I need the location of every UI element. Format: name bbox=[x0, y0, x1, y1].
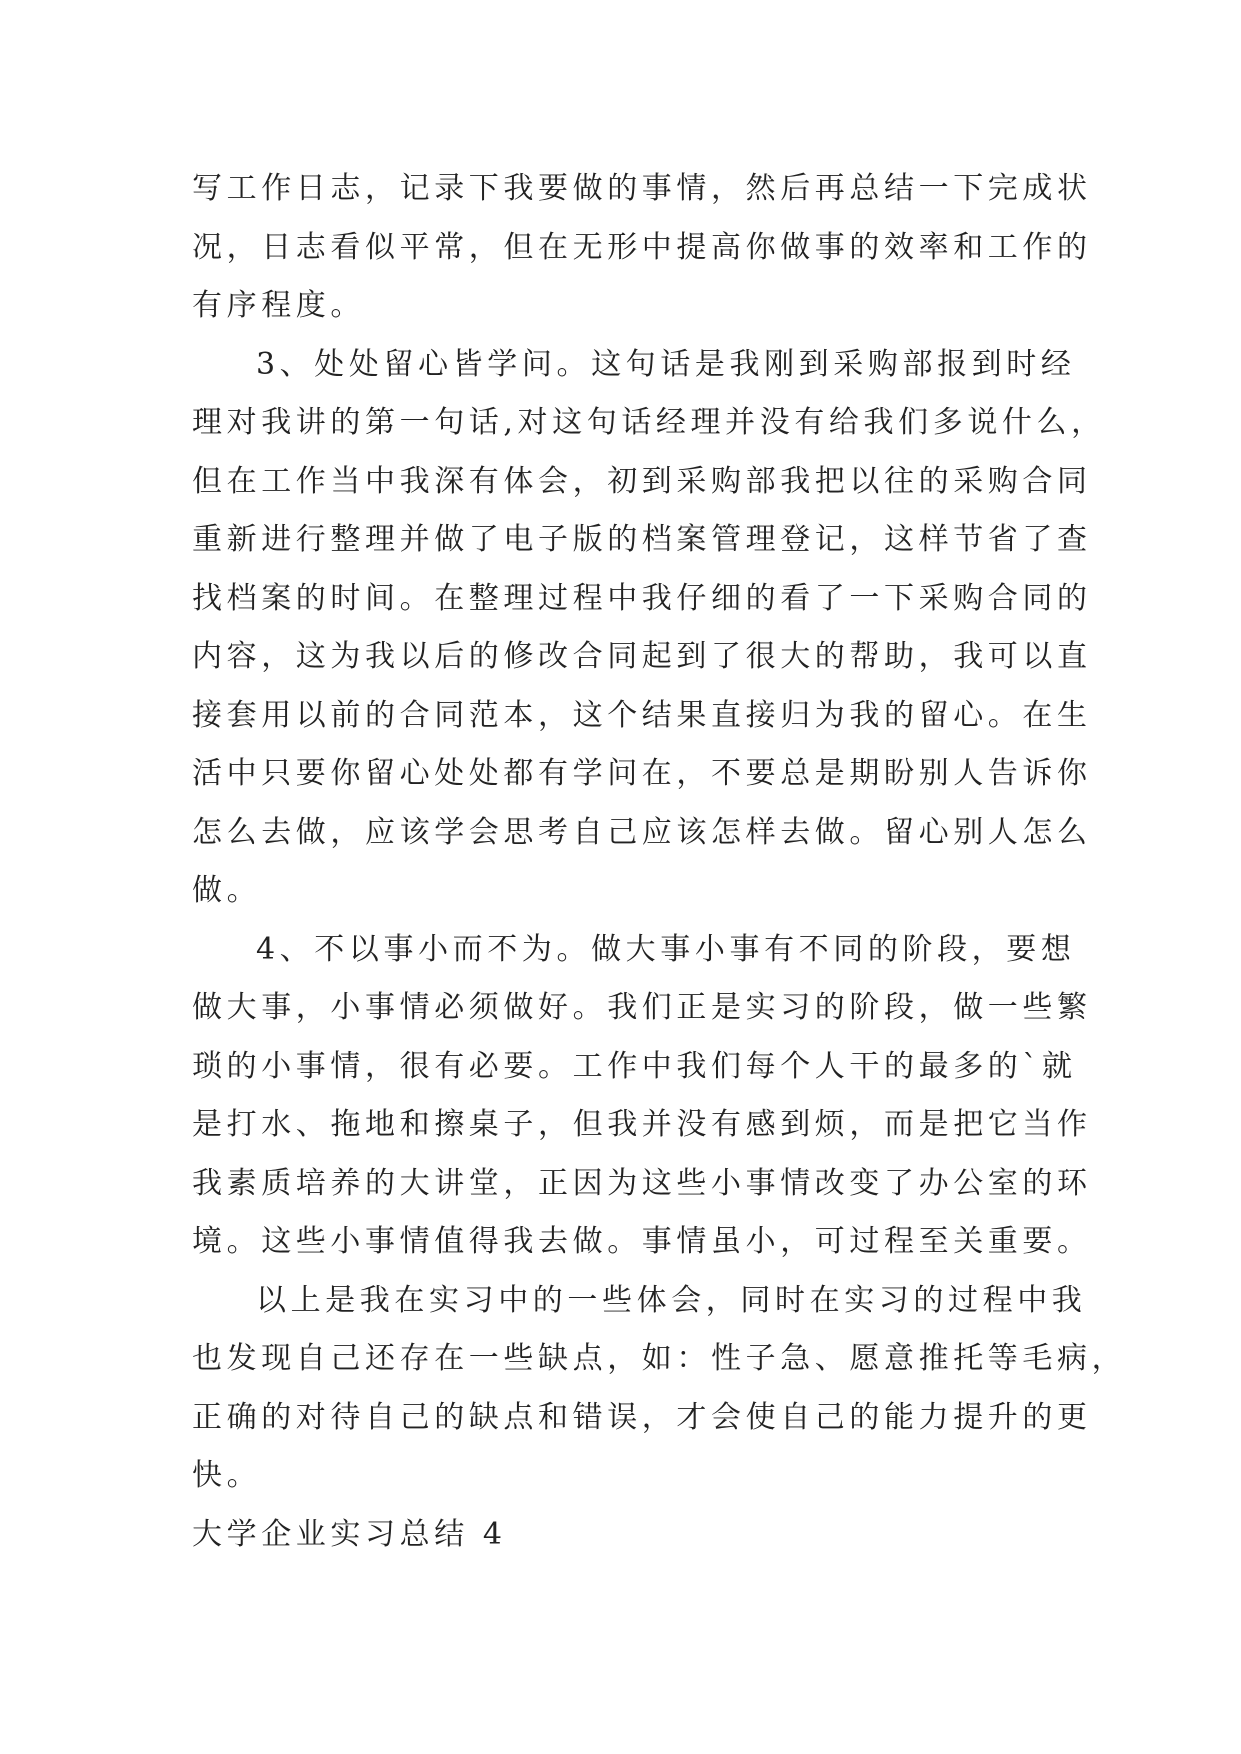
text-line-first: 3、处处留心皆学问。这句话是我刚到采购部报到时经 bbox=[256, 346, 1076, 382]
text-line: 琐的小事情，很有必要。工作中我们每个人干的最多的`就 bbox=[192, 1048, 1077, 1084]
text-line: 正确的对待自己的缺点和错误，才会使自己的能力提升的更 bbox=[192, 1399, 1092, 1435]
text-line: 做。 bbox=[192, 873, 262, 908]
text-line: 是打水、拖地和擦桌子，但我并没有感到烦，而是把它当作 bbox=[192, 1107, 1092, 1142]
text-line: 我素质培养的大讲堂，正因为这些小事情改变了办公室的环 bbox=[192, 1165, 1092, 1201]
paragraph-point-4 bbox=[192, 921, 1092, 1272]
paragraph-point-3 bbox=[192, 336, 1106, 921]
text-line: 也发现自己还存在一些缺点，如：性子急、愿意推托等毛病， bbox=[192, 1341, 1127, 1376]
text-line: 找档案的时间。在整理过程中我仔细的看了一下采购合同的 bbox=[192, 580, 1092, 616]
paragraph-summary bbox=[192, 1272, 1127, 1506]
text-line: 做大事，小事情必须做好。我们正是实习的阶段，做一些繁 bbox=[192, 990, 1092, 1025]
text-line: 理对我讲的第一句话,对这句话经理并没有给我们多说什么， bbox=[192, 405, 1106, 440]
text-line: 写工作日志，记录下我要做的事情，然后再总结一下完成状 bbox=[192, 171, 1092, 206]
text-line: 怎么去做，应该学会思考自己应该怎样去做。留心别人怎么 bbox=[192, 814, 1092, 850]
text-line: 但在工作当中我深有体会，初到采购部我把以往的采购合同 bbox=[192, 463, 1092, 499]
text-line: 内容，这为我以后的修改合同起到了很大的帮助，我可以直 bbox=[192, 639, 1092, 674]
paragraph-continuation bbox=[192, 160, 1092, 336]
text-line: 况，日志看似平常，但在无形中提高你做事的效率和工作的 bbox=[192, 229, 1092, 265]
text-line: 快。 bbox=[192, 1458, 262, 1493]
document-body bbox=[192, 160, 1127, 1564]
text-line: 有序程度。 bbox=[192, 288, 365, 323]
text-line-first: 4、不以事小而不为。做大事小事有不同的阶段，要想 bbox=[256, 931, 1076, 967]
text-line-first: 以上是我在实习中的一些体会，同时在实习的过程中我 bbox=[256, 1282, 1087, 1318]
text-line: 境。这些小事情值得我去做。事情虽小，可过程至关重要。 bbox=[192, 1224, 1092, 1259]
section-heading: 大学企业实习总结 4 bbox=[192, 1516, 507, 1552]
text-line: 接套用以前的合同范本，这个结果直接归为我的留心。在生 bbox=[192, 697, 1092, 733]
text-line: 重新进行整理并做了电子版的档案管理登记，这样节省了查 bbox=[192, 522, 1092, 557]
text-line: 活中只要你留心处处都有学问在，不要总是期盼别人告诉你 bbox=[192, 756, 1092, 791]
